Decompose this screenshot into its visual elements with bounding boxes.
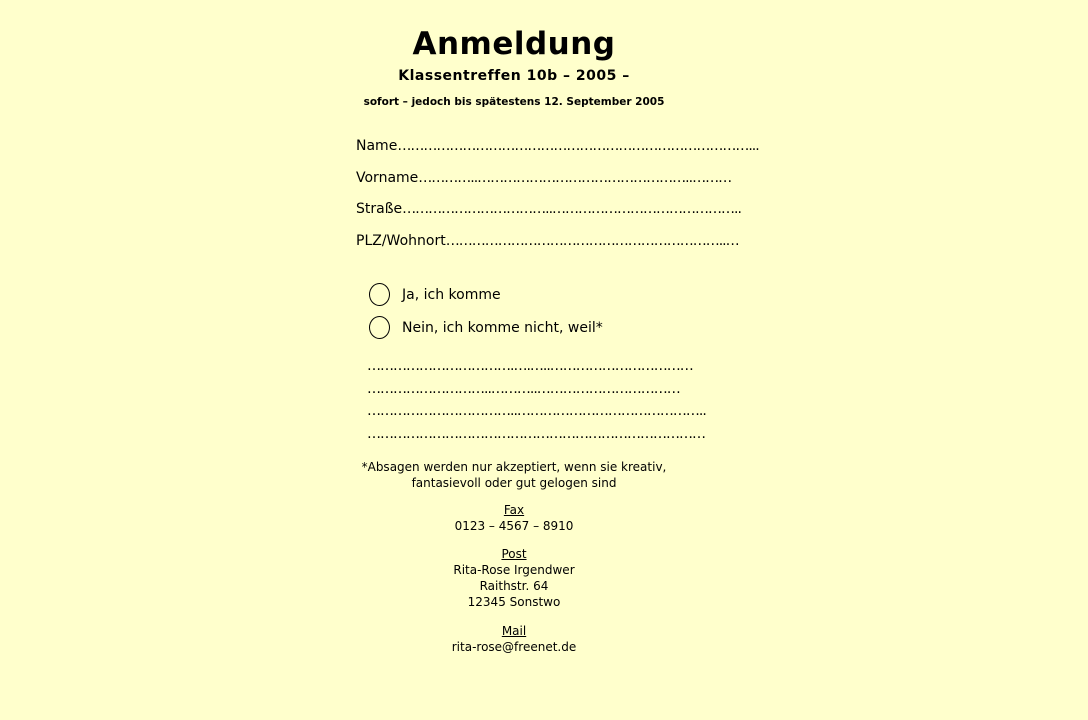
post-city: 12345 Sonstwo: [467, 595, 561, 609]
plz-wohnort-dots: ………………………………………………………..…: [445, 233, 739, 249]
plz-wohnort-label: PLZ/Wohnort: [356, 233, 446, 249]
footnote-line-2: fantasievoll oder gut gelogen sind: [411, 476, 617, 490]
reason-line-3[interactable]: ……………………………..……………………………………..: [367, 403, 706, 419]
page-subtitle: Klassentreffen 10b – 2005 –: [398, 68, 630, 84]
strasse-label: Straße: [356, 201, 403, 217]
name-field[interactable]: [356, 138, 759, 154]
name-label: Name: [356, 138, 398, 154]
reason-line-2[interactable]: ………………………..………..……………………………: [367, 381, 680, 397]
option-yes[interactable]: [369, 283, 501, 306]
reason-line-1[interactable]: …………………………….….…..……………………………: [367, 358, 693, 374]
vorname-dots: …………..…………………………………………..………: [418, 170, 732, 186]
plz-wohnort-field[interactable]: [356, 233, 739, 249]
vorname-field[interactable]: [356, 170, 731, 186]
fax-number: 0123 – 4567 – 8910: [454, 519, 574, 533]
vorname-label: Vorname: [356, 170, 419, 186]
mail-address[interactable]: rita-rose@freenet.de: [451, 640, 577, 654]
fax-heading: Fax: [503, 503, 525, 517]
reason-line-4[interactable]: ……………………………………………………………………: [367, 426, 705, 442]
mail-heading: Mail: [501, 624, 527, 638]
post-name: Rita-Rose Irgendwer: [453, 563, 575, 577]
strasse-field[interactable]: [356, 201, 741, 217]
page-title: Anmeldung: [412, 26, 616, 62]
option-no-label: Nein, ich komme nicht, weil*: [402, 319, 603, 336]
option-yes-label: Ja, ich komme: [402, 286, 501, 303]
name-dots: ………………………………………………………………………...: [397, 138, 759, 154]
option-no[interactable]: [369, 316, 603, 339]
radio-no-circle[interactable]: [369, 316, 390, 339]
post-heading: Post: [501, 547, 527, 561]
strasse-dots: ……………………………..……………………………………..: [402, 201, 741, 217]
post-street: Raithstr. 64: [479, 579, 549, 593]
radio-yes-circle[interactable]: [369, 283, 390, 306]
footnote-line-1: *Absagen werden nur akzeptiert, wenn sie kreativ,: [361, 460, 667, 474]
deadline-text: sofort – jedoch bis spätestens 12. September 2005: [363, 96, 665, 108]
